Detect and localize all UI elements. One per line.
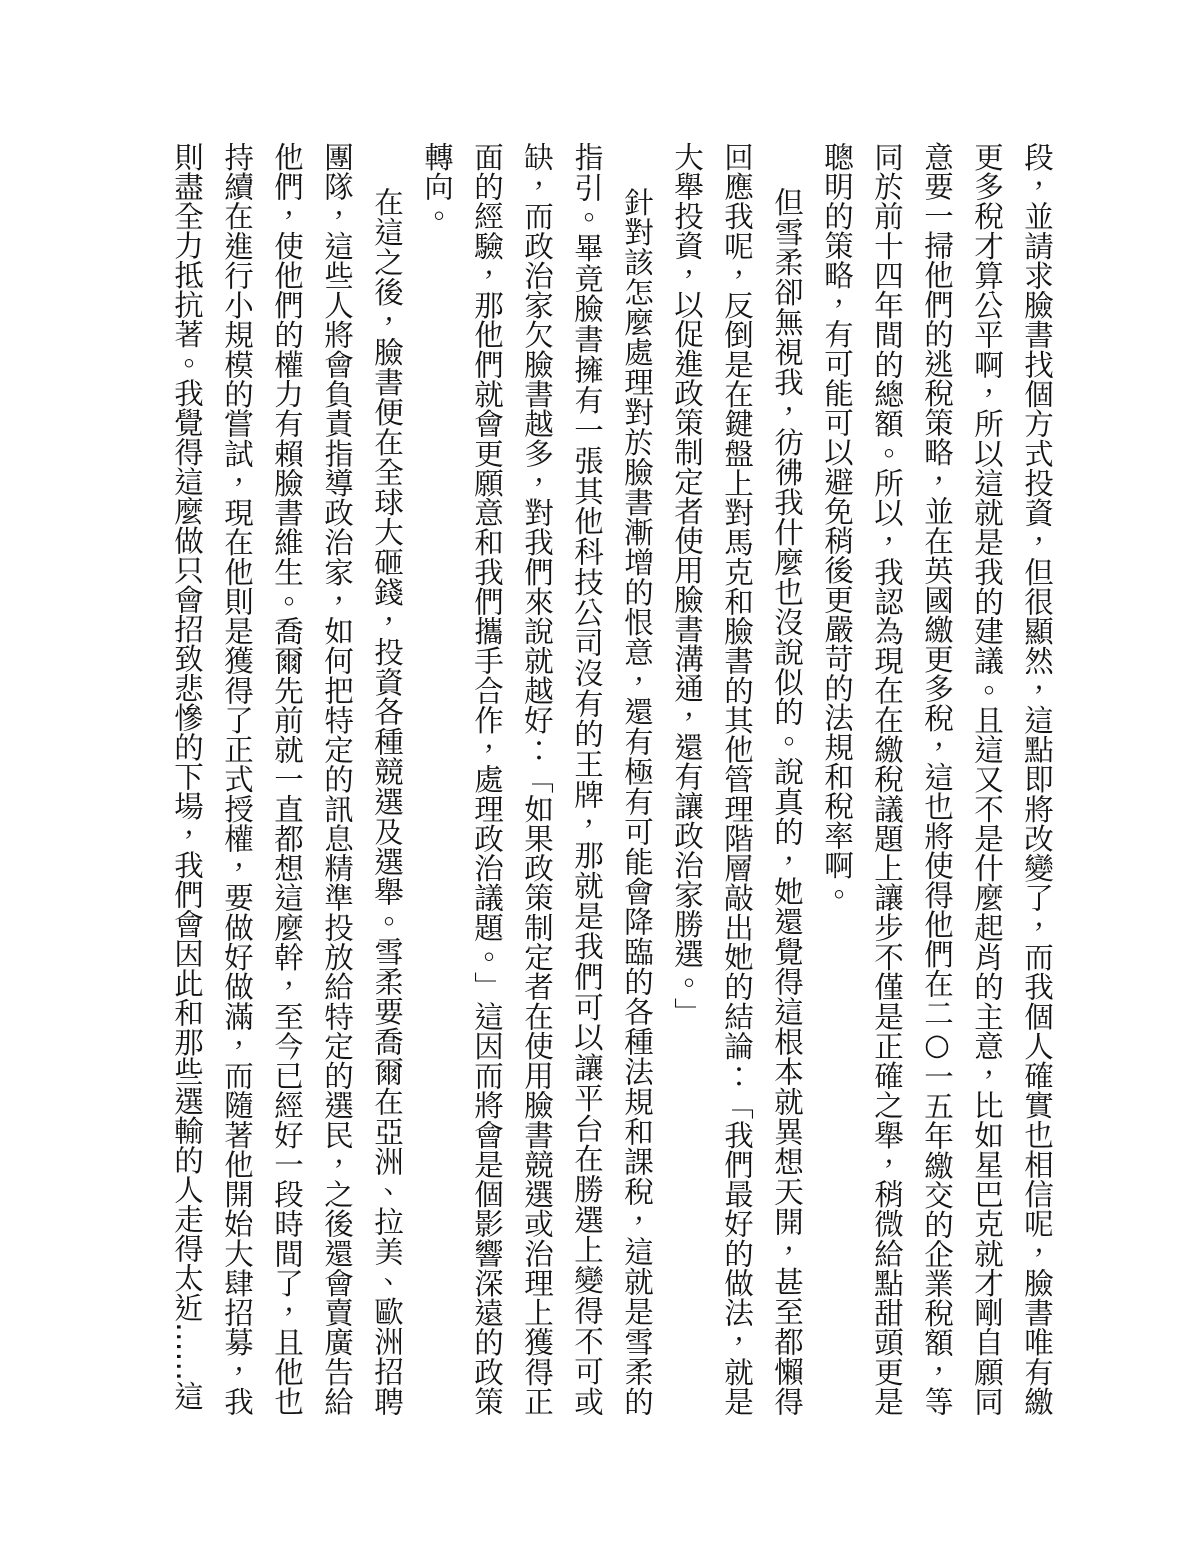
paragraph-3: 針對該怎麼處理對於臉書漸增的恨意，還有極有可能會降臨的各種法規和課稅，這就是雪柔的指引。畢竟臉書擁有一張其他科技公司沒有的王牌，那就是我們可以讓平台在勝選上變得不可或缺，而政治家欠臉書越多，對我們來說就越好：「如果政策制定者在使用臉書競選或治理上獲得正面的經驗，那他們就會更願意和我們攜手合作，處理政治議題。」這因而將會是個影響深遠的政策轉向。 — [420, 142, 654, 1416]
paragraph-4: 在這之後，臉書便在全球大砸錢，投資各種競選及選舉。雪柔要喬爾在亞洲、拉美、歐洲招聘團隊，這些人將會負責指導政治家，如何把特定的訊息精準投放給特定的選民，之後還會賣廣告給他們，使他們的權力有賴臉書維生。喬爾先前就一直都想這麼幹，至今已經好一段時間了，且他也持續在進行小規模的嘗試，現在他則是獲得了正式授權，要做好做滿，而隨著他開始大肆招募，我則盡全力抵抗著。我覺得這麼做只會招致悲慘的下場，我們會因此和那些選輸的人走得太近……這 — [170, 142, 404, 1416]
vertical-text-block — [162, 142, 1062, 1416]
paragraph-2: 但雪柔卻無視我，彷彿我什麼也沒說似的。說真的，她還覺得這根本就異想天開，甚至都懶得回應我呢，反倒是在鍵盤上對馬克和臉書的其他管理階層敲出她的結論：「我們最好的做法，就是大舉投資，以促進政策制定者使用臉書溝通，還有讓政治家勝選。」 — [670, 142, 804, 1416]
paragraph-1: 段，並請求臉書找個方式投資，但很顯然，這點即將改變了，而我個人確實也相信呢，臉書唯有繳更多稅才算公平啊，所以這就是我的建議。且這又不是什麼起肖的主意，比如星巴克就才剛自願同意要一掃他們的逃稅策略，並在英國繳更多稅，這也將使得他們在二○一五年繳交的企業稅額，等同於前十四年間的總額。所以，我認為現在在繳稅議題上讓步不僅是正確之舉，稍微給點甜頭更是聰明的策略，有可能可以避免稍後更嚴苛的法規和稅率啊。 — [820, 142, 1054, 1416]
